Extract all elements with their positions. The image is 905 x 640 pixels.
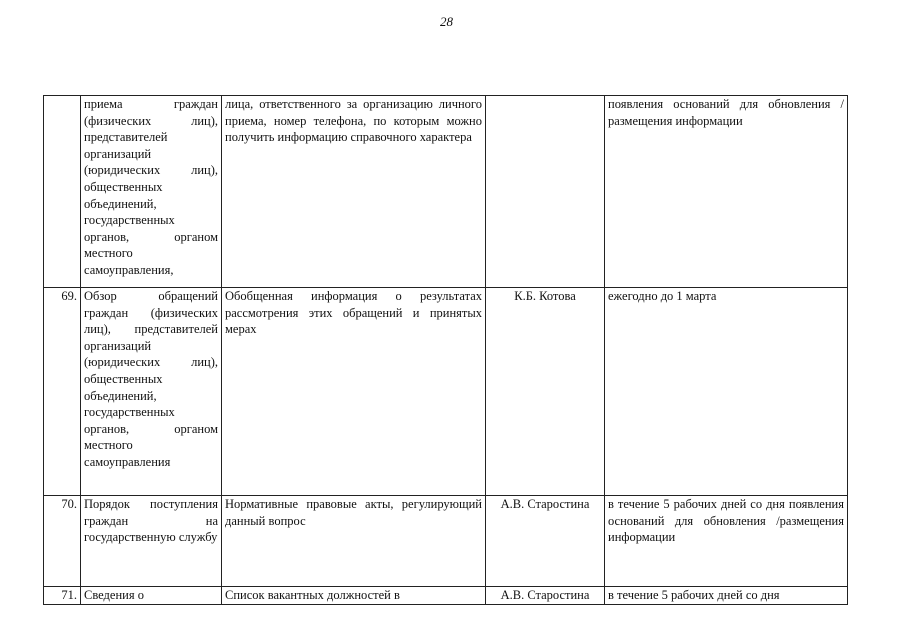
item-name-cell: Обзор обращений граждан (физических лиц), представителей организаций (юридических лиц), общественных объединений, государственных органов, органом местного самоуправления xyxy=(81,288,222,496)
row-number-cell xyxy=(44,96,81,288)
term-cell: в течение 5 рабочих дней со дня появления оснований для обновления /размещения информации xyxy=(605,496,848,587)
table-row xyxy=(44,496,848,587)
content-cell: Список вакантных должностей в xyxy=(222,587,486,605)
table-row xyxy=(44,96,848,288)
table-row xyxy=(44,288,848,496)
page-number: 28 xyxy=(440,14,453,29)
responsible-cell xyxy=(486,96,605,288)
row-number-cell: 71. xyxy=(44,587,81,605)
responsible-cell: А.В. Старостина xyxy=(486,496,605,587)
responsible-cell: К.Б. Котова xyxy=(486,288,605,496)
term-cell: в течение 5 рабочих дней со дня xyxy=(605,587,848,605)
row-number-cell: 69. xyxy=(44,288,81,496)
row-number-cell: 70. xyxy=(44,496,81,587)
content-cell: лица, ответственного за организацию личного приема, номер телефона, по которым можно получить информацию справочного характера xyxy=(222,96,486,288)
item-name-cell: Порядок поступления граждан на государственную службу xyxy=(81,496,222,587)
item-name-cell: Сведения о xyxy=(81,587,222,605)
responsible-cell: А.В. Старостина xyxy=(486,587,605,605)
content-cell: Обобщенная информация о результатах рассмотрения этих обращений и принятых мерах xyxy=(222,288,486,496)
document-table xyxy=(43,95,848,605)
term-cell: ежегодно до 1 марта xyxy=(605,288,848,496)
term-cell: появления оснований для обновления /размещения информации xyxy=(605,96,848,288)
table-row xyxy=(44,587,848,605)
content-cell: Нормативные правовые акты, регулирующий данный вопрос xyxy=(222,496,486,587)
item-name-cell: приема граждан (физических лиц), представителей организаций (юридических лиц), общественных объединений, государственных органов, органом местного самоуправления, xyxy=(81,96,222,288)
